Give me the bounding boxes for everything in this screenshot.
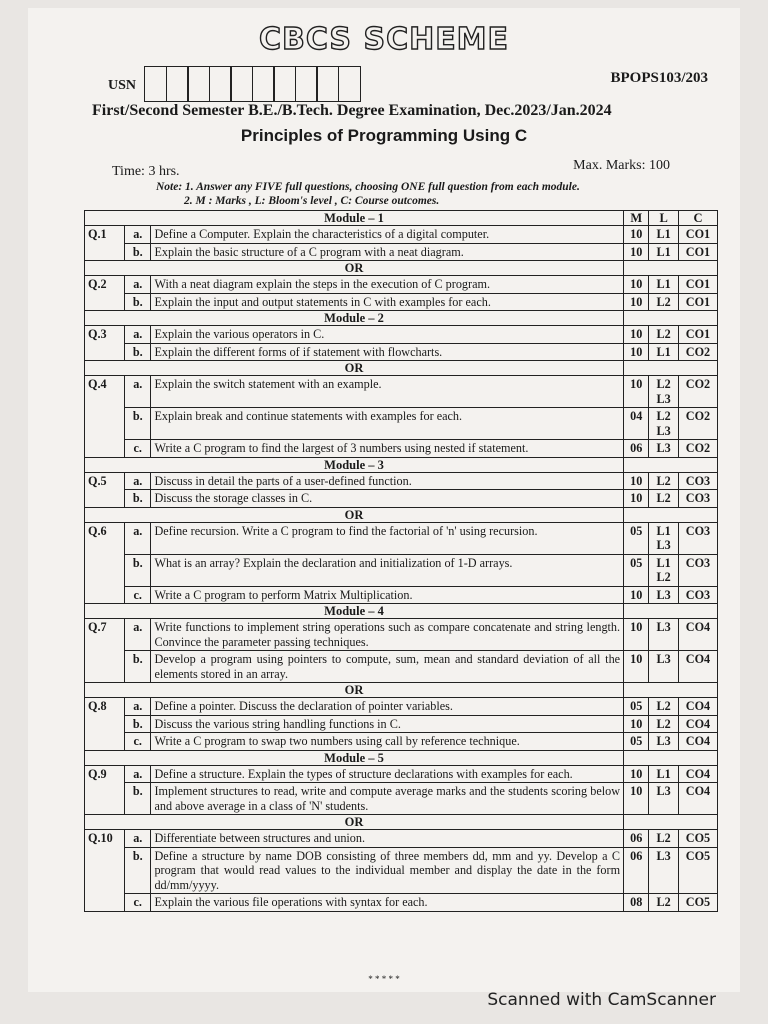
marks-value: 05 <box>624 698 649 716</box>
usn-boxes <box>144 66 359 102</box>
blooms-level <box>649 894 679 912</box>
module-blank-cell <box>624 604 718 619</box>
question-row <box>85 765 718 783</box>
question-text: Implement structures to read, write and compute average marks and the students scoring below and above average in a class of 'N' students. <box>151 783 624 815</box>
blooms-level-value: L1 <box>656 344 671 359</box>
marks-value: 10 <box>624 243 649 261</box>
instructions-note <box>156 180 580 208</box>
course-outcome: CO3 <box>678 522 717 554</box>
question-number: Q.7 <box>85 619 125 683</box>
blooms-level-value: L2 <box>656 570 671 584</box>
sub-question-label: a. <box>125 765 151 783</box>
question-row <box>85 651 718 683</box>
paper-code: BPOPS103/203 <box>610 70 708 86</box>
blooms-level-value: L1 <box>656 766 671 781</box>
question-text: Develop a program using pointers to compute, sum, mean and standard deviation of all the elements stored in an array. <box>151 651 624 683</box>
blooms-level <box>649 586 679 604</box>
marks-value: 10 <box>624 226 649 244</box>
course-outcome: CO1 <box>678 293 717 311</box>
question-text: Discuss in detail the parts of a user-defined function. <box>151 472 624 490</box>
blooms-level-value: L1 <box>656 555 671 570</box>
or-label: OR <box>85 683 624 698</box>
question-number: Q.1 <box>85 226 125 261</box>
usn-digit-box[interactable] <box>252 66 275 102</box>
marks-value: 04 <box>624 408 649 440</box>
sub-question-label: b. <box>125 847 151 894</box>
marks-value: 06 <box>624 440 649 458</box>
question-text: Define a pointer. Discuss the declaration of pointer variables. <box>151 698 624 716</box>
blooms-level <box>649 522 679 554</box>
blooms-level-value: L2 <box>656 716 671 731</box>
or-blank-cell <box>624 261 718 276</box>
question-row <box>85 847 718 894</box>
marks-value: 08 <box>624 894 649 912</box>
marks-value: 10 <box>624 326 649 344</box>
blooms-level <box>649 733 679 751</box>
usn-digit-box[interactable] <box>316 66 339 102</box>
blooms-level <box>649 472 679 490</box>
course-outcome: CO4 <box>678 733 717 751</box>
question-text: Discuss the storage classes in C. <box>151 490 624 508</box>
question-text: What is an array? Explain the declaration and initialization of 1-D arrays. <box>151 554 624 586</box>
question-row <box>85 472 718 490</box>
course-outcome: CO5 <box>678 894 717 912</box>
marks-value: 10 <box>624 490 649 508</box>
course-outcome: CO3 <box>678 586 717 604</box>
marks-value: 10 <box>624 472 649 490</box>
marks-value: 10 <box>624 619 649 651</box>
or-label: OR <box>85 361 624 376</box>
question-row <box>85 243 718 261</box>
question-text: Define a structure. Explain the types of structure declarations with examples for each. <box>151 765 624 783</box>
or-blank-cell <box>624 507 718 522</box>
sub-question-label: a. <box>125 619 151 651</box>
exam-title: First/Second Semester B.E./B.Tech. Degree Examination, Dec.2023/Jan.2024 <box>92 102 612 119</box>
blooms-level <box>649 715 679 733</box>
question-number: Q.4 <box>85 376 125 458</box>
note-line-2: 2. M : Marks , L: Bloom's level , C: Course outcomes. <box>184 195 440 207</box>
sub-question-label: c. <box>125 733 151 751</box>
sub-question-label: b. <box>125 783 151 815</box>
course-outcome: CO2 <box>678 408 717 440</box>
question-number: Q.8 <box>85 698 125 751</box>
or-row <box>85 507 718 522</box>
usn-digit-box[interactable] <box>144 66 167 102</box>
blooms-level <box>649 376 679 408</box>
module-title: Module – 3 <box>85 457 624 472</box>
or-blank-cell <box>624 815 718 830</box>
question-row <box>85 522 718 554</box>
question-text: With a neat diagram explain the steps in the execution of C program. <box>151 276 624 294</box>
question-row <box>85 490 718 508</box>
course-outcome: CO1 <box>678 243 717 261</box>
course-outcome: CO3 <box>678 554 717 586</box>
sub-question-label: b. <box>125 343 151 361</box>
sub-question-label: a. <box>125 522 151 554</box>
blooms-level-value: L2 <box>656 491 671 505</box>
blooms-level-value: L3 <box>656 391 671 406</box>
max-marks: Max. Marks: 100 <box>573 158 670 173</box>
sub-question-label: b. <box>125 715 151 733</box>
sub-question-label: b. <box>125 243 151 261</box>
course-outcome: CO4 <box>678 619 717 651</box>
marks-value: 10 <box>624 765 649 783</box>
blooms-level-value: L1 <box>656 227 671 241</box>
question-text: Explain the various file operations with syntax for each. <box>151 894 624 912</box>
or-blank-cell <box>624 361 718 376</box>
course-outcome: CO4 <box>678 783 717 815</box>
module-title: Module – 4 <box>85 604 624 619</box>
course-outcome: CO2 <box>678 440 717 458</box>
usn-digit-box[interactable] <box>295 66 318 102</box>
blooms-level <box>649 408 679 440</box>
module-title: Module – 2 <box>85 311 624 326</box>
course-outcome: CO5 <box>678 830 717 848</box>
or-row <box>85 261 718 276</box>
course-outcome: CO3 <box>678 472 717 490</box>
module-heading-row <box>85 211 718 226</box>
marks-value: 10 <box>624 715 649 733</box>
question-text: Differentiate between structures and union. <box>151 830 624 848</box>
question-text: Write functions to implement string operations such as compare concatenate and string length. Convince the parameter passing techniques. <box>151 619 624 651</box>
question-text: Explain the switch statement with an example. <box>151 376 624 408</box>
blooms-level <box>649 765 679 783</box>
module-heading-row <box>85 457 718 472</box>
course-outcome: CO4 <box>678 765 717 783</box>
course-outcome: CO1 <box>678 276 717 294</box>
scheme-title: CBCS SCHEME <box>258 22 510 57</box>
module-blank-cell <box>624 311 718 326</box>
question-text: Explain the input and output statements in C with examples for each. <box>151 293 624 311</box>
end-mark: * * * * * <box>368 974 400 984</box>
sub-question-label: b. <box>125 651 151 683</box>
question-row <box>85 293 718 311</box>
sub-question-label: a. <box>125 472 151 490</box>
question-row <box>85 276 718 294</box>
time-allowed: Time: 3 hrs. <box>112 164 180 179</box>
question-text: Write a C program to find the largest of 3 numbers using nested if statement. <box>151 440 624 458</box>
question-row <box>85 733 718 751</box>
blooms-level <box>649 326 679 344</box>
blooms-level-value: L2 <box>656 699 671 713</box>
question-row <box>85 619 718 651</box>
marks-value: 10 <box>624 783 649 815</box>
sub-question-label: a. <box>125 276 151 294</box>
question-row <box>85 343 718 361</box>
question-text: Define a Computer. Explain the characteristics of a digital computer. <box>151 226 624 244</box>
sub-question-label: b. <box>125 408 151 440</box>
or-row <box>85 683 718 698</box>
question-text: Explain the various operators in C. <box>151 326 624 344</box>
question-row <box>85 554 718 586</box>
question-row <box>85 326 718 344</box>
marks-value: 05 <box>624 554 649 586</box>
blooms-level <box>649 440 679 458</box>
usn-digit-box[interactable] <box>187 66 210 102</box>
sub-question-label: c. <box>125 894 151 912</box>
question-number: Q.10 <box>85 830 125 912</box>
subject-title: Principles of Programming Using C <box>240 126 528 145</box>
marks-value: 10 <box>624 651 649 683</box>
module-blank-cell <box>624 457 718 472</box>
question-row <box>85 894 718 912</box>
question-number: Q.9 <box>85 765 125 815</box>
question-text: Write a C program to swap two numbers using call by reference technique. <box>151 733 624 751</box>
marks-value: 05 <box>624 522 649 554</box>
sub-question-label: a. <box>125 830 151 848</box>
blooms-level-value: L3 <box>656 784 671 798</box>
question-row <box>85 586 718 604</box>
module-heading-row <box>85 604 718 619</box>
sub-question-label: b. <box>125 293 151 311</box>
blooms-level-value: L2 <box>656 831 671 845</box>
question-row <box>85 440 718 458</box>
course-outcome: CO1 <box>678 326 717 344</box>
marks-value: 05 <box>624 733 649 751</box>
blooms-level <box>649 830 679 848</box>
blooms-level-value: L2 <box>656 377 671 391</box>
module-title: Module – 5 <box>85 750 624 765</box>
marks-value: 10 <box>624 586 649 604</box>
questions-table <box>84 210 718 912</box>
blooms-level-value: L3 <box>656 848 671 863</box>
marks-value: 06 <box>624 830 649 848</box>
course-outcome: CO4 <box>678 651 717 683</box>
blooms-level-value: L2 <box>656 473 671 488</box>
or-label: OR <box>85 507 624 522</box>
usn-digit-box[interactable] <box>338 66 361 102</box>
question-row <box>85 830 718 848</box>
question-row <box>85 226 718 244</box>
sub-question-label: a. <box>125 326 151 344</box>
camscanner-watermark: Scanned with CamScanner <box>487 990 716 1010</box>
sub-question-label: b. <box>125 490 151 508</box>
or-label: OR <box>85 815 624 830</box>
blooms-level-value: L3 <box>656 538 671 552</box>
blooms-level <box>649 226 679 244</box>
or-row <box>85 361 718 376</box>
question-row <box>85 715 718 733</box>
marks-value: 10 <box>624 343 649 361</box>
question-number: Q.5 <box>85 472 125 507</box>
question-number: Q.2 <box>85 276 125 311</box>
blooms-level-value: L3 <box>656 620 671 634</box>
question-row <box>85 698 718 716</box>
sub-question-label: c. <box>125 440 151 458</box>
blooms-level <box>649 343 679 361</box>
question-row <box>85 376 718 408</box>
usn-digit-box[interactable] <box>273 66 296 102</box>
usn-label: USN <box>108 78 137 93</box>
blooms-level-value: L2 <box>656 327 671 341</box>
sub-question-label: a. <box>125 698 151 716</box>
blooms-level <box>649 276 679 294</box>
blooms-level-value: L3 <box>656 587 671 602</box>
question-row <box>85 408 718 440</box>
module-heading-row <box>85 750 718 765</box>
question-number: Q.3 <box>85 326 125 361</box>
blooms-level-value: L2 <box>656 294 671 309</box>
blooms-level <box>649 554 679 586</box>
question-text: Define recursion. Write a C program to find the factorial of 'n' using recursion. <box>151 522 624 554</box>
module-blank-cell <box>624 750 718 765</box>
usn-digit-box[interactable] <box>166 66 189 102</box>
question-text: Explain the different forms of if statement with flowcharts. <box>151 343 624 361</box>
blooms-level <box>649 847 679 894</box>
blooms-level <box>649 243 679 261</box>
question-text: Explain the basic structure of a C program with a neat diagram. <box>151 243 624 261</box>
blooms-level <box>649 783 679 815</box>
blooms-level <box>649 651 679 683</box>
blooms-level-value: L3 <box>656 734 671 748</box>
blooms-level-value: L3 <box>656 652 671 666</box>
question-text: Define a structure by name DOB consisting of three members dd, mm and yy. Develop a C program that would read values to the individual member and display the date in the form dd/mm/yyyy. <box>151 847 624 894</box>
blooms-level-value: L2 <box>656 409 671 423</box>
course-outcome: CO4 <box>678 698 717 716</box>
course-outcome: CO4 <box>678 715 717 733</box>
blooms-level-value: L3 <box>656 441 671 455</box>
question-text: Explain break and continue statements with examples for each. <box>151 408 624 440</box>
module-title: Module – 1 <box>85 211 624 226</box>
course-outcome: CO1 <box>678 226 717 244</box>
question-number: Q.6 <box>85 522 125 604</box>
col-header-outcome: C <box>678 211 717 226</box>
marks-value: 10 <box>624 293 649 311</box>
sub-question-label: a. <box>125 376 151 408</box>
marks-value: 10 <box>624 376 649 408</box>
usn-digit-box[interactable] <box>209 66 232 102</box>
col-header-marks: M <box>624 211 649 226</box>
blooms-level <box>649 698 679 716</box>
question-row <box>85 783 718 815</box>
blooms-level <box>649 293 679 311</box>
course-outcome: CO5 <box>678 847 717 894</box>
question-paper <box>28 8 740 992</box>
col-header-level: L <box>649 211 679 226</box>
blooms-level-value: L3 <box>656 423 671 438</box>
or-blank-cell <box>624 683 718 698</box>
blooms-level-value: L2 <box>656 895 671 909</box>
note-line-1: Note: 1. Answer any FIVE full questions, choosing ONE full question from each module. <box>156 181 580 193</box>
or-label: OR <box>85 261 624 276</box>
marks-value: 06 <box>624 847 649 894</box>
course-outcome: CO3 <box>678 490 717 508</box>
blooms-level-value: L1 <box>656 244 671 259</box>
blooms-level-value: L1 <box>656 277 671 291</box>
question-text: Write a C program to perform Matrix Multiplication. <box>151 586 624 604</box>
course-outcome: CO2 <box>678 343 717 361</box>
sub-question-label: b. <box>125 554 151 586</box>
sub-question-label: c. <box>125 586 151 604</box>
marks-value: 10 <box>624 276 649 294</box>
module-heading-row <box>85 311 718 326</box>
blooms-level-value: L1 <box>656 523 671 538</box>
sub-question-label: a. <box>125 226 151 244</box>
question-text: Discuss the various string handling functions in C. <box>151 715 624 733</box>
blooms-level <box>649 619 679 651</box>
or-row <box>85 815 718 830</box>
course-outcome: CO2 <box>678 376 717 408</box>
blooms-level <box>649 490 679 508</box>
usn-digit-box[interactable] <box>230 66 253 102</box>
